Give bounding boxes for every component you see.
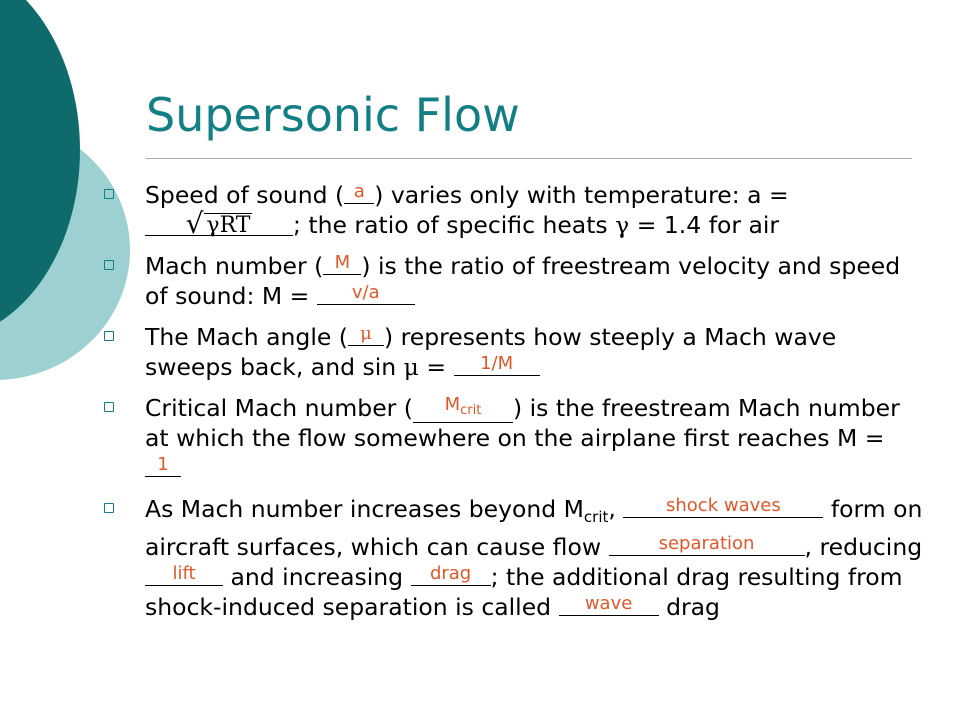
bullet-text: ) is the ratio of freestream velocity and speed of sound: M =: [145, 252, 901, 310]
answer-blank: wave: [559, 593, 659, 616]
bullet-speed-of-sound: [104, 180, 924, 240]
bullet-shock-waves: [104, 494, 924, 622]
answer-blank: 1/M: [454, 353, 540, 376]
bullet-text: ; the additional drag resulting from shock-induced separation is called: [145, 563, 903, 621]
bullet-mach-number: [104, 251, 924, 311]
bullet-text: ; the ratio of specific heats: [293, 211, 608, 239]
bullet-marker-icon: [104, 503, 114, 513]
answer-blank: μ: [348, 323, 384, 346]
bullet-marker-icon: [104, 260, 114, 270]
answer-blank: v/a: [317, 282, 415, 305]
bullet-text: Mach number (: [145, 252, 324, 280]
mu-symbol: μ: [403, 353, 419, 381]
answer-blank: lift: [145, 563, 223, 586]
answer-subscript: crit: [460, 403, 482, 418]
bullet-text: , reducing: [804, 533, 923, 561]
bullet-marker-icon: [104, 402, 114, 412]
answer-blank-formula: [145, 207, 293, 240]
bullet-marker-icon: [104, 189, 114, 199]
answer-blank: drag: [411, 563, 491, 586]
title-divider: [146, 158, 912, 159]
sqrt-formula: √ γRT: [185, 207, 251, 240]
bullet-text: Speed of sound (: [145, 181, 345, 209]
answer-blank: separation: [609, 533, 805, 556]
answer-blank: shock waves: [623, 495, 823, 518]
answer-text: M: [444, 394, 461, 415]
bullet-text: form on aircraft surfaces, which can cause flow: [145, 495, 923, 561]
bullet-text: drag: [666, 593, 720, 621]
answer-blank: 1: [145, 454, 181, 477]
text-subscript: crit: [583, 508, 609, 526]
bullet-critical-mach: [104, 393, 924, 483]
bullet-text: ) varies only with temperature: a =: [374, 181, 789, 209]
bullet-text: As Mach number increases beyond M: [145, 495, 584, 523]
bullet-mach-angle: [104, 322, 924, 382]
bullet-text: ) is the freestream Mach number at which the flow somewhere on the airplane first reaches M =: [145, 394, 900, 452]
formula-radicand: γRT: [206, 213, 251, 238]
bullet-marker-icon: [104, 331, 114, 341]
bullet-list: [104, 180, 924, 633]
bullet-text: ) represents how steeply a Mach wave sweeps back, and sin: [145, 323, 837, 381]
bullet-text: =: [426, 353, 447, 381]
answer-blank: M: [323, 252, 361, 275]
bullet-text: = 1.4 for air: [636, 211, 780, 239]
answer-blank: [413, 394, 513, 423]
bullet-text: The Mach angle (: [145, 323, 348, 351]
gamma-symbol: γ: [615, 211, 630, 239]
slide-title: Supersonic Flow: [146, 88, 520, 142]
bullet-text: Critical Mach number (: [145, 394, 413, 422]
answer-blank: a: [344, 181, 374, 204]
bullet-text: and increasing: [230, 563, 404, 591]
bullet-text: ,: [608, 495, 616, 523]
